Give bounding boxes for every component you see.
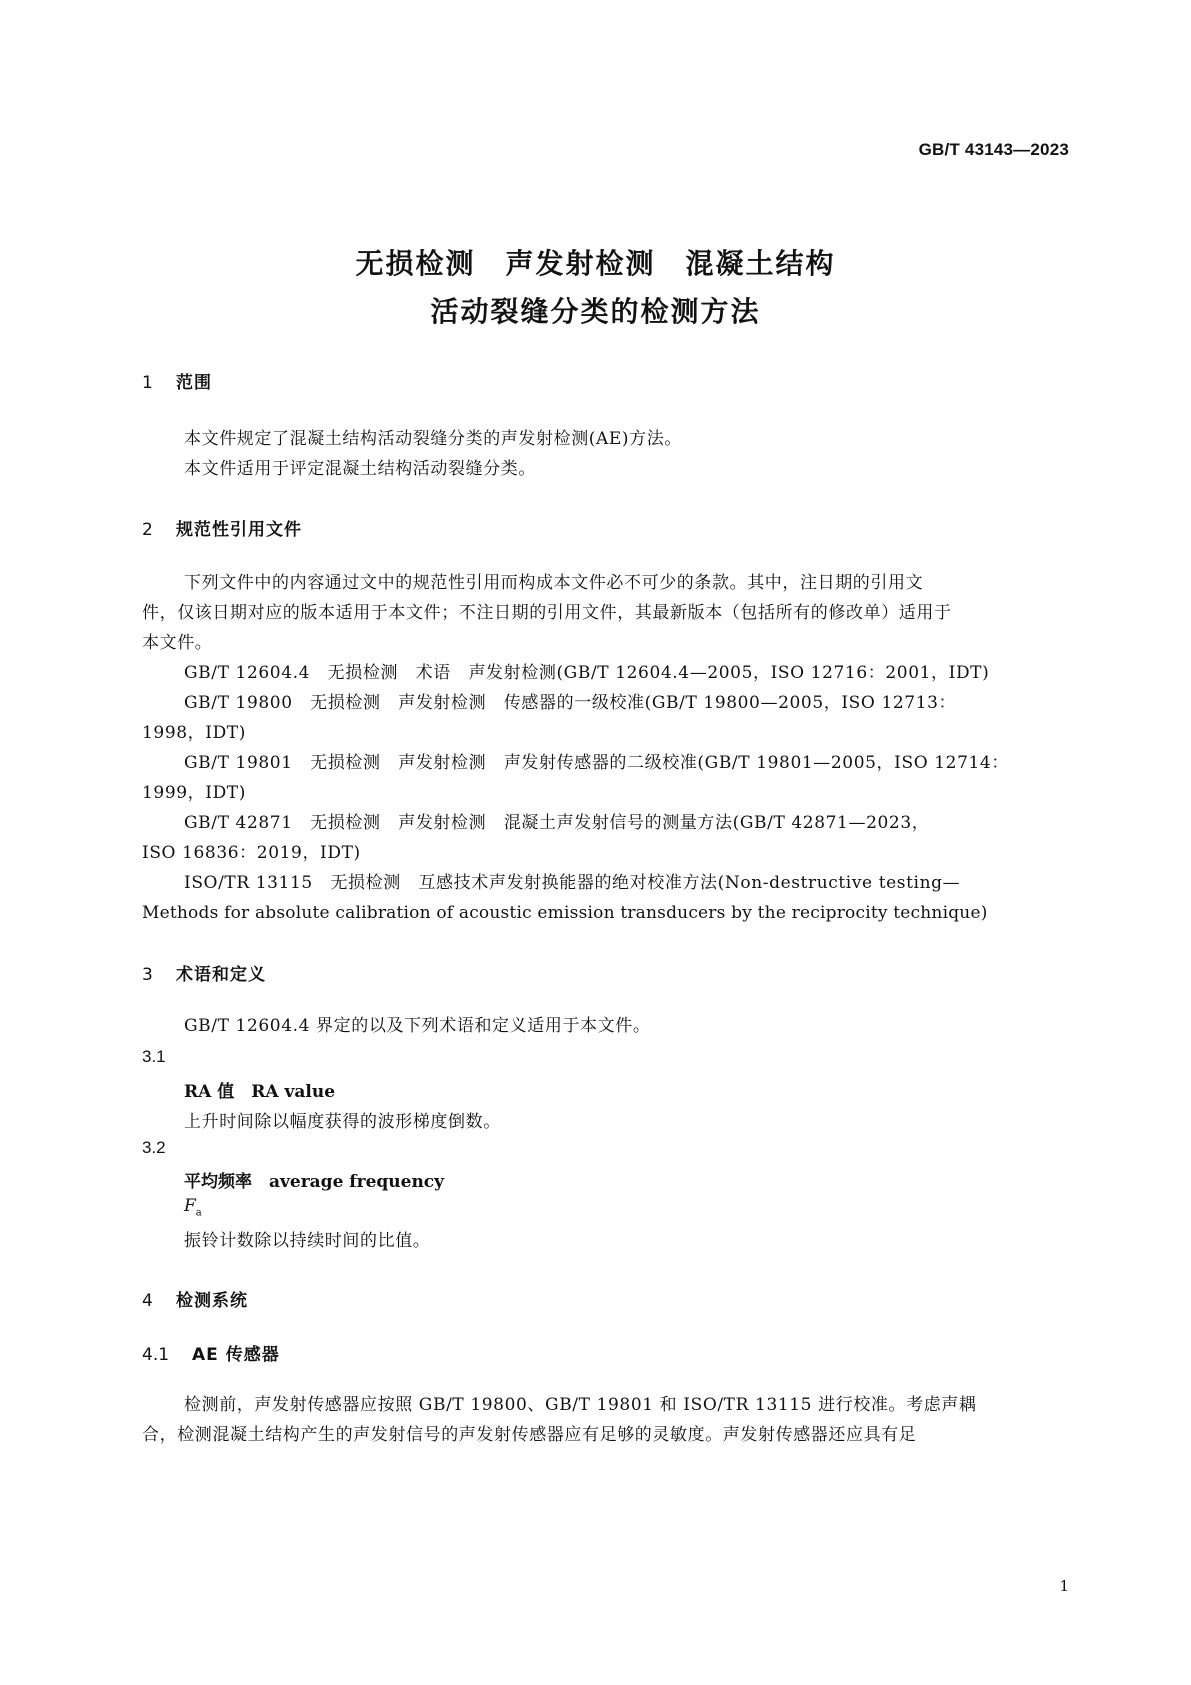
section-number: 3: [142, 965, 153, 985]
reference-item-continuation: ISO 16836：2019，IDT): [142, 843, 361, 863]
section-number: 4: [142, 1291, 153, 1311]
paragraph-line: 合，检测混凝土结构产生的声发射信号的声发射传感器应有足够的灵敏度。声发射传感器还应具有足: [142, 1425, 917, 1445]
term-name: [184, 1077, 335, 1102]
reference-list: [142, 658, 1071, 928]
section-title: 范围: [176, 373, 212, 393]
reference-item: GB/T 42871 无损检测 声发射检测 混凝土声发射信号的测量方法(GB/T 42871—2023，: [184, 813, 930, 833]
section-3-heading: [142, 960, 266, 985]
section-title: 规范性引用文件: [176, 520, 302, 540]
document-title-line-1: 无损检测 声发射检测 混凝土结构: [355, 247, 836, 280]
section-3-intro: [142, 1011, 1071, 1041]
section-2-heading: [142, 515, 302, 540]
subsection-number: 4.1: [142, 1345, 170, 1365]
document-title-line-2: 活动裂缝分类的检测方法: [430, 295, 761, 328]
reference-item: ISO/TR 13115 无损检测 互感技术声发射换能器的绝对校准方法(Non-destructive testing—: [184, 873, 961, 893]
page-number: 1: [1059, 1577, 1069, 1595]
reference-item: GB/T 12604.4 无损检测 术语 声发射检测(GB/T 12604.4—2005，ISO 12716：2001，IDT): [184, 663, 990, 683]
term-name-en: RA value: [251, 1082, 336, 1102]
section-title: 术语和定义: [176, 965, 266, 985]
section-title: 检测系统: [176, 1291, 248, 1311]
reference-item: GB/T 19800 无损检测 声发射检测 传感器的一级校准(GB/T 19800—2005，ISO 12713：: [184, 693, 957, 713]
term-definition: 上升时间除以幅度获得的波形梯度倒数。: [184, 1112, 501, 1132]
term-name: [184, 1167, 444, 1192]
term-definition: 振铃计数除以持续时间的比值。: [184, 1231, 431, 1251]
section-1-body: [142, 424, 1071, 484]
term-number: 3.1: [142, 1047, 166, 1066]
reference-item: GB/T 19801 无损检测 声发射检测 声发射传感器的二级校准(GB/T 19801—2005，ISO 12714：: [184, 753, 1009, 773]
term-symbol: $F_a$: [184, 1196, 202, 1219]
subsection-title: AE 传感器: [192, 1345, 280, 1365]
document-code: GB/T 43143—2023: [918, 140, 1069, 159]
section-2-intro: [142, 568, 1071, 658]
reference-item-continuation: Methods for absolute calibration of acoustic emission transducers by the reciprocity technique): [142, 903, 988, 923]
section-number: 1: [142, 373, 153, 393]
reference-item-continuation: 1999，IDT): [142, 783, 246, 803]
term-number: 3.2: [142, 1138, 166, 1157]
term-name-en: average frequency: [269, 1172, 445, 1192]
reference-item-continuation: 1998，IDT): [142, 723, 246, 743]
subsection-4-1-heading: [142, 1340, 280, 1365]
paragraph: GB/T 12604.4 界定的以及下列术语和定义适用于本文件。: [184, 1016, 651, 1036]
term-name-cn: RA 值: [184, 1082, 235, 1102]
paragraph-line: 下列文件中的内容通过文中的规范性引用而构成本文件必不可少的条款。其中，注日期的引用文: [184, 573, 924, 593]
paragraph: 本文件适用于评定混凝土结构活动裂缝分类。: [184, 459, 536, 479]
section-number: 2: [142, 520, 153, 540]
paragraph: 本文件规定了混凝土结构活动裂缝分类的声发射检测(AE)方法。: [184, 429, 682, 449]
section-1-heading: [142, 368, 212, 393]
paragraph-line: 检测前，声发射传感器应按照 GB/T 19800、GB/T 19801 和 ISO/TR 13115 进行校准。考虑声耦: [184, 1395, 977, 1415]
paragraph-line: 本文件。: [142, 633, 213, 653]
section-4-heading: [142, 1286, 248, 1311]
subsection-4-1-body: [142, 1390, 1071, 1450]
paragraph-line: 件，仅该日期对应的版本适用于本文件；不注日期的引用文件，其最新版本（包括所有的修改单）适用于: [142, 603, 952, 623]
term-name-cn: 平均频率: [184, 1172, 252, 1192]
